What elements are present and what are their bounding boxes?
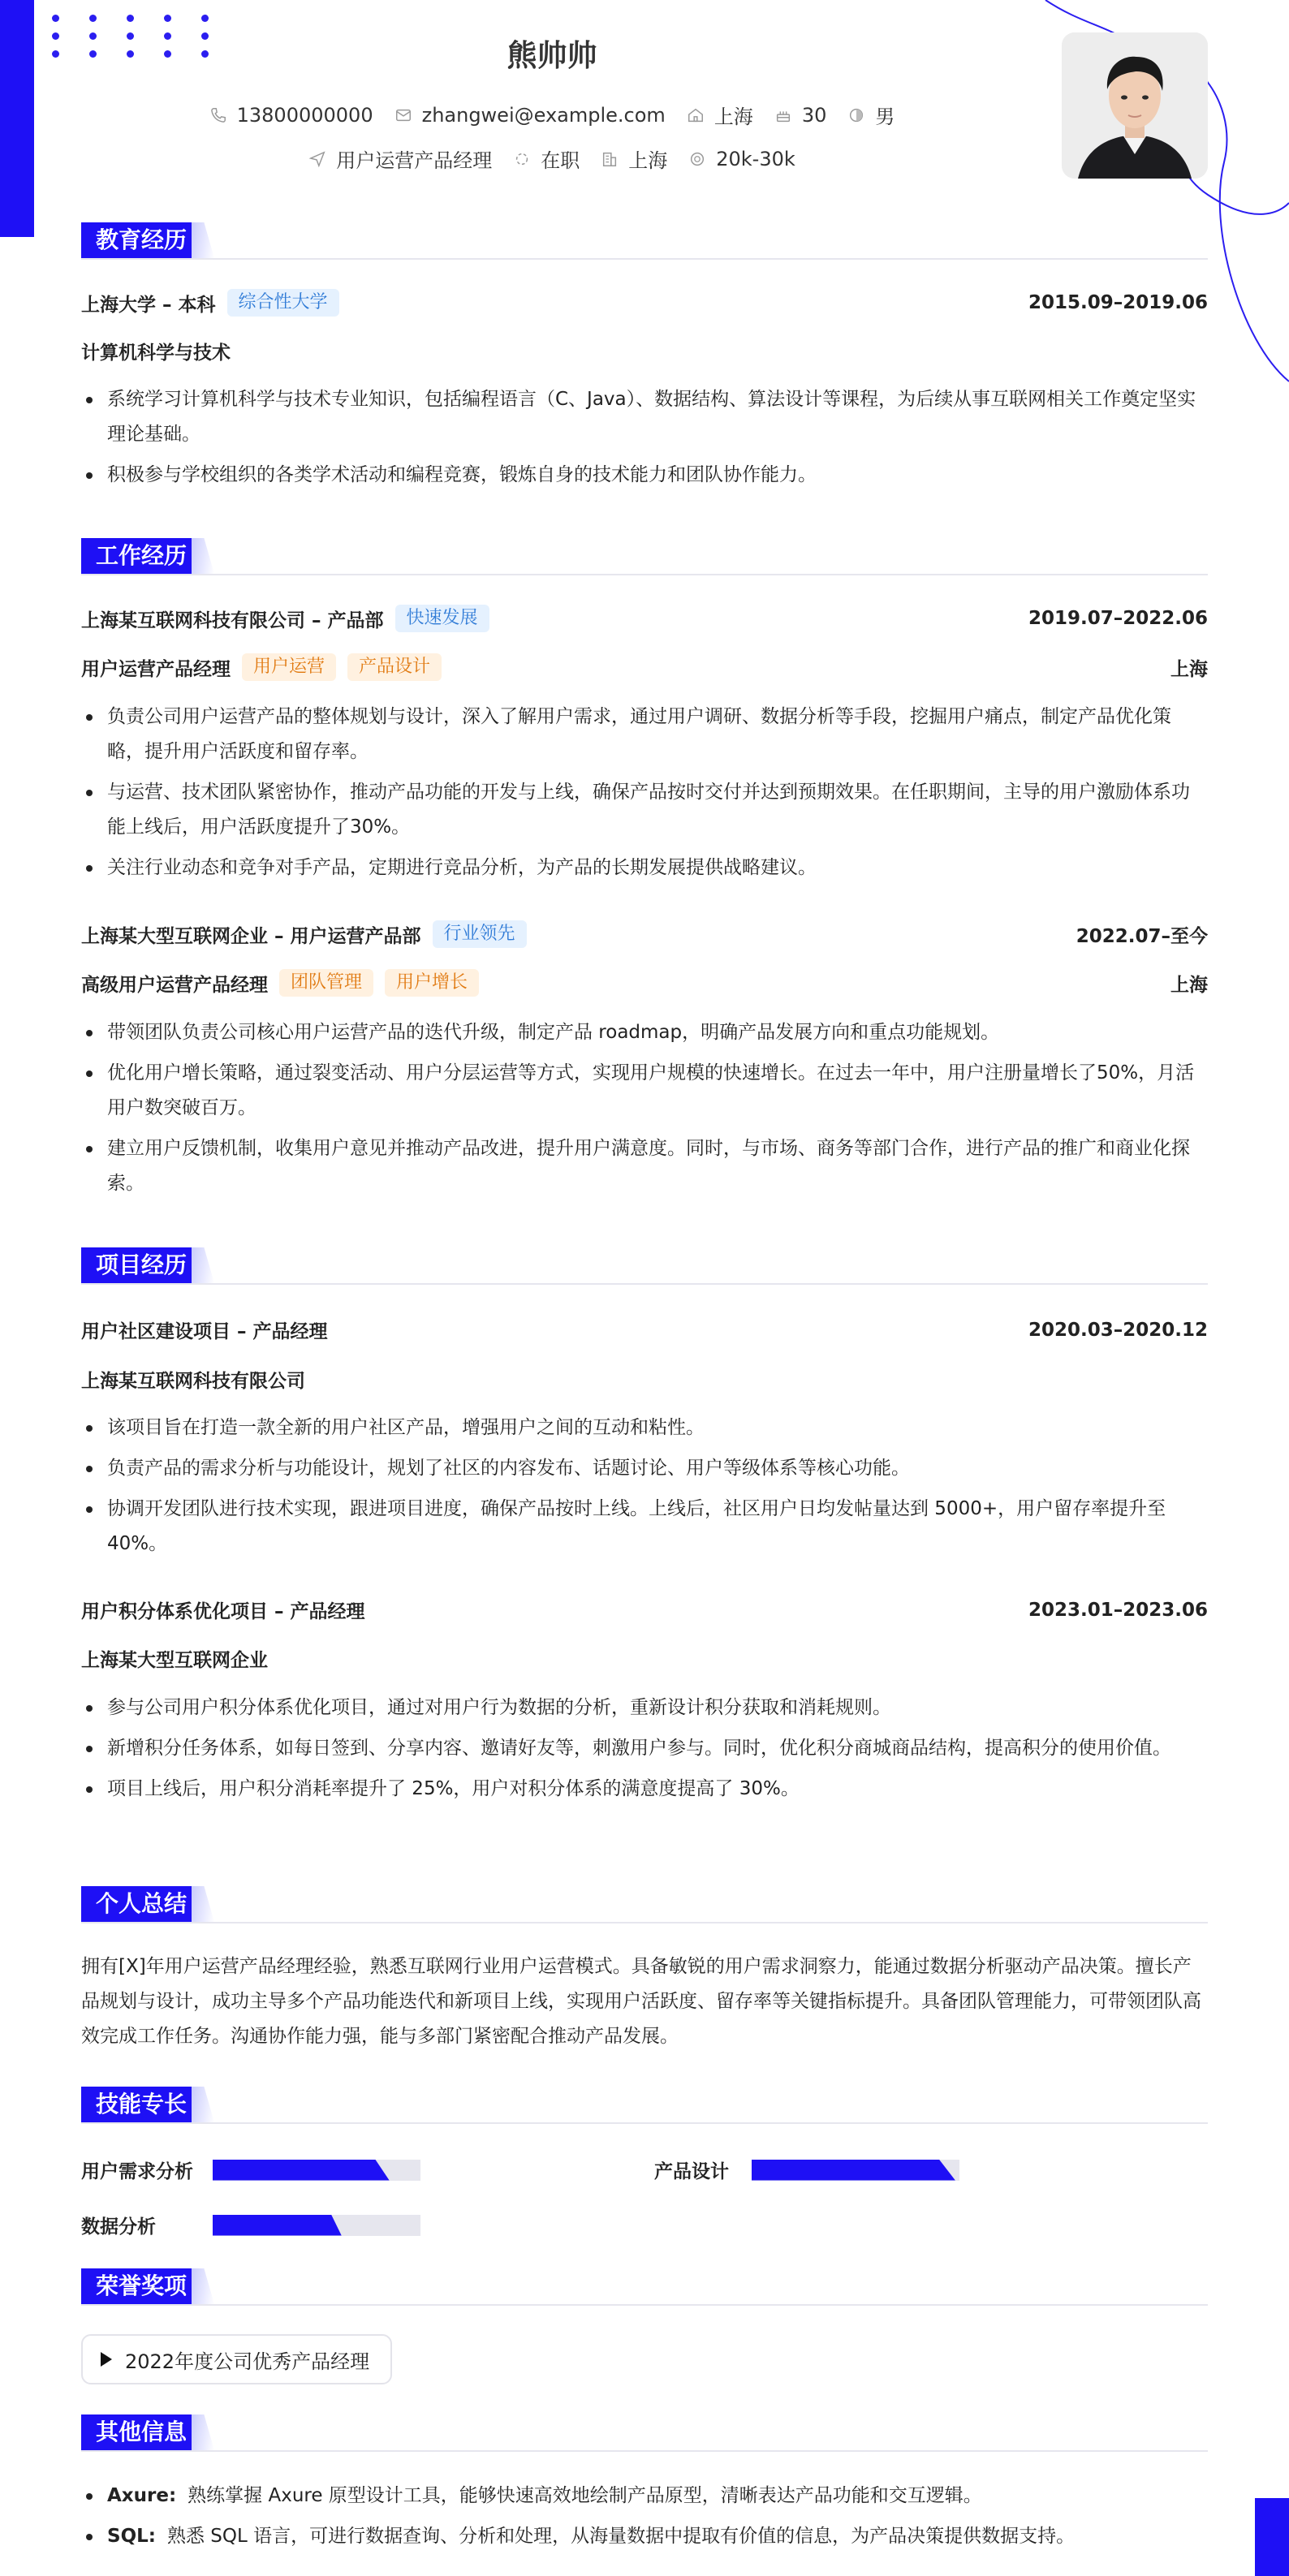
salary-text: 20k-30k: [716, 147, 795, 170]
skill-bar: [213, 2160, 420, 2181]
company-name: 上海某大型互联网企业 – 用户运营产品部: [81, 925, 421, 947]
job-target-item: [308, 144, 492, 173]
other-bullets: [81, 2479, 1208, 2560]
section-title: 技能专长: [81, 2087, 201, 2122]
role-tag: 用户运营: [242, 653, 336, 681]
triangle-icon: [101, 2352, 112, 2367]
section-title: 其他信息: [81, 2414, 201, 2450]
email-text: zhangwei@example.com: [421, 103, 666, 127]
gender-text: 男: [875, 106, 895, 128]
project-company: 上海某互联网科技有限公司: [81, 1371, 305, 1392]
job-intention-row: [0, 144, 1104, 173]
skill-item: [81, 2156, 420, 2183]
major-name: 计算机科学与技术: [81, 342, 231, 364]
section-title-tail: [192, 1886, 214, 1922]
section-education: [81, 222, 1208, 260]
list-item: 协调开发团队进行技术实现，跟进项目进度，确保产品按时上线。上线后，社区用户日均发帖量达到 5000+，用户留存率提升至40%。: [81, 1492, 1208, 1562]
section-title-tail: [192, 2087, 214, 2122]
work-role-row: [81, 653, 1208, 681]
section-work: [81, 538, 1208, 575]
role-tag: 用户增长: [385, 969, 479, 997]
salary-item: [688, 148, 795, 170]
project-company: 上海某大型互联网企业: [81, 1650, 268, 1671]
school-name: 上海大学 – 本科: [81, 294, 216, 316]
decorative-bar-right: [1255, 2498, 1289, 2576]
work-entry-head: [81, 605, 1208, 632]
company-tag: 行业领先: [433, 920, 527, 948]
list-item: 带领团队负责公司核心用户运营产品的迭代升级，制定产品 roadmap，明确产品发展方向和重点功能规划。: [81, 1015, 1208, 1050]
project-entry-head: [81, 1316, 1208, 1343]
other-label: SQL:: [107, 2526, 156, 2547]
candidate-name: 熊帅帅: [507, 38, 597, 73]
work-city: 上海: [1170, 974, 1208, 996]
age-text: 30: [801, 103, 827, 127]
skill-level-fill: [752, 2160, 955, 2181]
list-item: 负责产品的需求分析与功能设计，规划了社区的内容发布、话题讨论、用户等级体系等核心功能。: [81, 1451, 1208, 1486]
cake-icon: [774, 106, 792, 124]
education-period: 2015.09–2019.06: [1028, 292, 1208, 313]
project-title: 用户社区建设项目 – 产品经理: [81, 1321, 328, 1342]
skill-bar: [213, 2215, 420, 2236]
list-item: 项目上线后，用户积分消耗率提升了 25%，用户对积分体系的满意度提高了 30%。: [81, 1772, 1208, 1807]
skill-item: [81, 2212, 420, 2238]
project-period: 2023.01–2023.06: [1028, 1599, 1208, 1621]
mail-icon: [394, 106, 412, 124]
work-bullets: [81, 700, 1208, 891]
education-entry-head: [81, 289, 1208, 317]
section-title: 教育经历: [81, 222, 201, 258]
location-text: 上海: [713, 106, 753, 128]
project-company-row: [81, 1366, 1208, 1393]
skill-name: 用户需求分析: [81, 2161, 193, 2182]
email-item: [394, 104, 666, 127]
target-city-text: 上海: [628, 149, 668, 172]
company-tag: 快速发展: [395, 605, 489, 632]
section-title: 工作经历: [81, 538, 201, 574]
section-title: 个人总结: [81, 1886, 201, 1922]
section-title-tail: [192, 2414, 214, 2450]
section-title-tail: [192, 538, 214, 574]
section-title-tail: [192, 1247, 214, 1283]
award-text: 2022年度公司优秀产品经理: [125, 2350, 370, 2373]
project-bullets: [81, 1691, 1208, 1812]
skill-level-fill: [213, 2160, 390, 2181]
section-projects: [81, 1247, 1208, 1285]
profile-photo: [1062, 32, 1208, 179]
target-city-item: [601, 144, 667, 173]
section-title-tail: [192, 2268, 214, 2304]
project-company-row: [81, 1645, 1208, 1672]
section-title: 荣誉奖项: [81, 2268, 201, 2304]
section-title-tail: [192, 222, 214, 258]
age-item: [774, 104, 827, 127]
section-awards: [81, 2268, 1208, 2306]
work-period: 2019.07–2022.06: [1028, 608, 1208, 629]
work-city: 上海: [1170, 658, 1208, 680]
project-entry-head: [81, 1596, 1208, 1623]
list-item: [81, 2519, 1208, 2554]
location-item: [687, 101, 753, 129]
section-title: 项目经历: [81, 1247, 201, 1283]
gender-item: [847, 101, 895, 129]
gender-icon: [847, 106, 865, 124]
skill-name: 产品设计: [654, 2161, 729, 2182]
project-title: 用户积分体系优化项目 – 产品经理: [81, 1601, 365, 1622]
list-item: 该项目旨在打造一款全新的用户社区产品，增强用户之间的互动和粘性。: [81, 1411, 1208, 1445]
list-item: 积极参与学校组织的各类学术活动和编程竞赛，锻炼自身的技术能力和团队协作能力。: [81, 458, 1208, 493]
list-item: [81, 2479, 1208, 2514]
skill-name: 数据分析: [81, 2216, 156, 2238]
list-item: 新增积分任务体系，如每日签到、分享内容、邀请好友等，刺激用户参与。同时，优化积分商城商品结构，提高积分的使用价值。: [81, 1731, 1208, 1766]
work-entry-head: [81, 920, 1208, 948]
job-target-text: 用户运营产品经理: [336, 149, 493, 172]
list-item: 负责公司用户运营产品的整体规划与设计，深入了解用户需求，通过用户调研、数据分析等手段，挖掘用户痛点，制定产品优化策略，提升用户活跃度和留存率。: [81, 700, 1208, 769]
work-role-row: [81, 969, 1208, 997]
award-item: [81, 2334, 392, 2384]
role-name: 用户运营产品经理: [81, 658, 231, 680]
other-text: 熟悉 SQL 语言，可进行数据查询、分析和处理，从海量数据中提取有价值的信息，为产品决策提供数据支持。: [166, 2526, 1076, 2547]
section-skills: [81, 2087, 1208, 2124]
other-label: Axure:: [107, 2485, 177, 2506]
work-bullets: [81, 1015, 1208, 1207]
status-text: 在职: [541, 149, 580, 172]
list-item: 关注行业动态和竞争对手产品，定期进行竞品分析，为产品的长期发展提供战略建议。: [81, 851, 1208, 885]
skill-level-fill: [213, 2215, 342, 2236]
skill-bar: [752, 2160, 959, 2181]
list-item: 优化用户增长策略，通过裂变活动、用户分层运营等方式，实现用户规模的快速增长。在过去一年中，用户注册量增长了50%，月活用户数突破百万。: [81, 1056, 1208, 1126]
send-icon: [308, 150, 326, 168]
summary-text: 拥有[X]年用户运营产品经理经验，熟悉互联网行业用户运营模式。具备敏锐的用户需求洞察力，能通过数据分析驱动产品决策。擅长产品规划与设计，成功主导多个产品功能迭代和新项目上线，实现用户活跃度、留存率等关键指标提升。具备团队管理能力，可带领团队高效完成工作任务。沟通协作能力强，能与多部门紧密配合推动产品发展。: [81, 1956, 1201, 2047]
avatar: [1062, 32, 1208, 179]
phone-item: [209, 104, 373, 127]
section-other: [81, 2414, 1208, 2452]
list-item: 建立用户反馈机制，收集用户意见并推动产品改进，提升用户满意度。同时，与市场、商务等部门合作，进行产品的推广和商业化探索。: [81, 1131, 1208, 1201]
list-item: 与运营、技术团队紧密协作，推动产品功能的开发与上线，确保产品按时交付并达到预期效果。在任职期间，主导的用户激励体系功能上线后，用户活跃度提升了30%。: [81, 775, 1208, 845]
coin-icon: [688, 150, 706, 168]
role-tag: 团队管理: [279, 969, 373, 997]
status-icon: [513, 150, 531, 168]
other-text: 熟练掌握 Axure 原型设计工具，能够快速高效地绘制产品原型，清晰表达产品功能和交互逻辑。: [188, 2485, 982, 2506]
status-item: [513, 144, 580, 173]
project-bullets: [81, 1411, 1208, 1567]
company-name: 上海某互联网科技有限公司 – 产品部: [81, 610, 384, 631]
building-icon: [601, 150, 619, 168]
phone-text: 13800000000: [236, 103, 373, 127]
section-summary: [81, 1886, 1208, 1923]
skill-item: [654, 2156, 959, 2183]
school-tag: 综合性大学: [227, 289, 339, 317]
list-item: 参与公司用户积分体系优化项目，通过对用户行为数据的分析，重新设计积分获取和消耗规则。: [81, 1691, 1208, 1725]
education-bullets: [81, 382, 1208, 498]
contact-row: [0, 101, 1104, 129]
role-name: 高级用户运营产品经理: [81, 974, 268, 996]
list-item: 系统学习计算机科学与技术专业知识，包括编程语言（C、Java）、数据结构、算法设计等课程，为后续从事互联网相关工作奠定坚实理论基础。: [81, 382, 1208, 452]
work-period: 2022.07–至今: [1076, 925, 1208, 947]
home-icon: [687, 106, 705, 124]
project-period: 2020.03–2020.12: [1028, 1319, 1208, 1341]
role-tag: 产品设计: [347, 653, 442, 681]
education-major-row: [81, 338, 1208, 364]
phone-icon: [209, 106, 227, 124]
